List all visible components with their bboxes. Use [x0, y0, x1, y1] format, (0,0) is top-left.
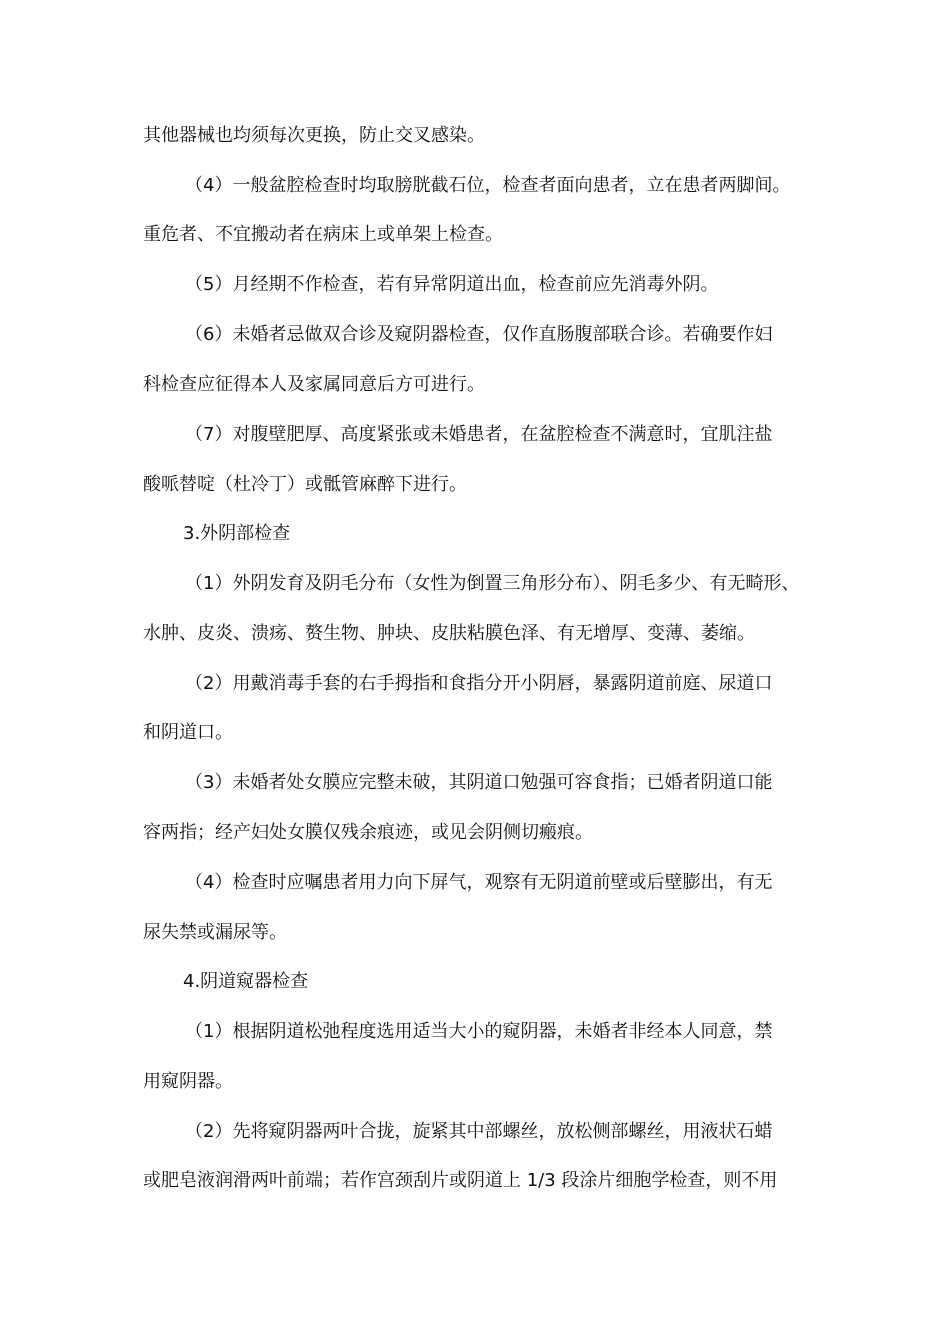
text-line: （3）未婚者处女膜应完整未破，其阴道口勉强可容食指；已婚者阴道口能 [185, 772, 773, 793]
section-heading: 4.阴道窥器检查 [183, 971, 309, 992]
text-line: 用窥阴器。 [143, 1071, 233, 1092]
text-line: 和阴道口。 [143, 722, 233, 743]
text-line: （5）月经期不作检查，若有异常阴道出血，检查前应先消毒外阴。 [185, 274, 719, 295]
text-line: 或肥皂液润滑两叶前端；若作宫颈刮片或阴道上 1/3 段涂片细胞学检查，则不用 [143, 1170, 778, 1191]
text-line: 水肿、皮炎、溃疡、赘生物、肿块、皮肤粘膜色泽、有无增厚、变薄、萎缩。 [143, 623, 755, 644]
text-line: （1）根据阴道松弛程度选用适当大小的窥阴器，未婚者非经本人同意，禁 [185, 1021, 773, 1042]
text-line: 尿失禁或漏尿等。 [143, 922, 287, 943]
text-line: （2）用戴消毒手套的右手拇指和食指分开小阴唇，暴露阴道前庭、尿道口 [185, 673, 773, 694]
text-line: 容两指；经产妇处女膜仅残余痕迹，或见会阴侧切瘢痕。 [143, 822, 593, 843]
text-line: （7）对腹壁肥厚、高度紧张或未婚患者，在盆腔检查不满意时，宜肌注盐 [185, 424, 773, 445]
text-line: 科检查应征得本人及家属同意后方可进行。 [143, 374, 485, 395]
text-line: 重危者、不宜搬动者在病床上或单架上检查。 [143, 224, 503, 245]
text-line: （6）未婚者忌做双合诊及窥阴器检查，仅作直肠腹部联合诊。若确要作妇 [185, 324, 773, 345]
text-line: 酸哌替啶（杜冷丁）或骶管麻醉下进行。 [143, 474, 467, 495]
text-line: （1）外阴发育及阴毛分布（女性为倒置三角形分布）、阴毛多少、有无畸形、 [185, 573, 800, 594]
text-line: （2）先将窥阴器两叶合拢，旋紧其中部螺丝，放松侧部螺丝，用液状石蜡 [185, 1121, 773, 1142]
text-line: （4）检查时应嘱患者用力向下屏气，观察有无阴道前壁或后壁膨出，有无 [185, 872, 773, 893]
text-line: 其他器械也均须每次更换，防止交叉感染。 [143, 125, 485, 146]
section-heading: 3.外阴部检查 [183, 523, 291, 544]
text-line: （4）一般盆腔检查时均取膀胱截石位，检查者面向患者，立在患者两脚间。 [185, 175, 791, 196]
